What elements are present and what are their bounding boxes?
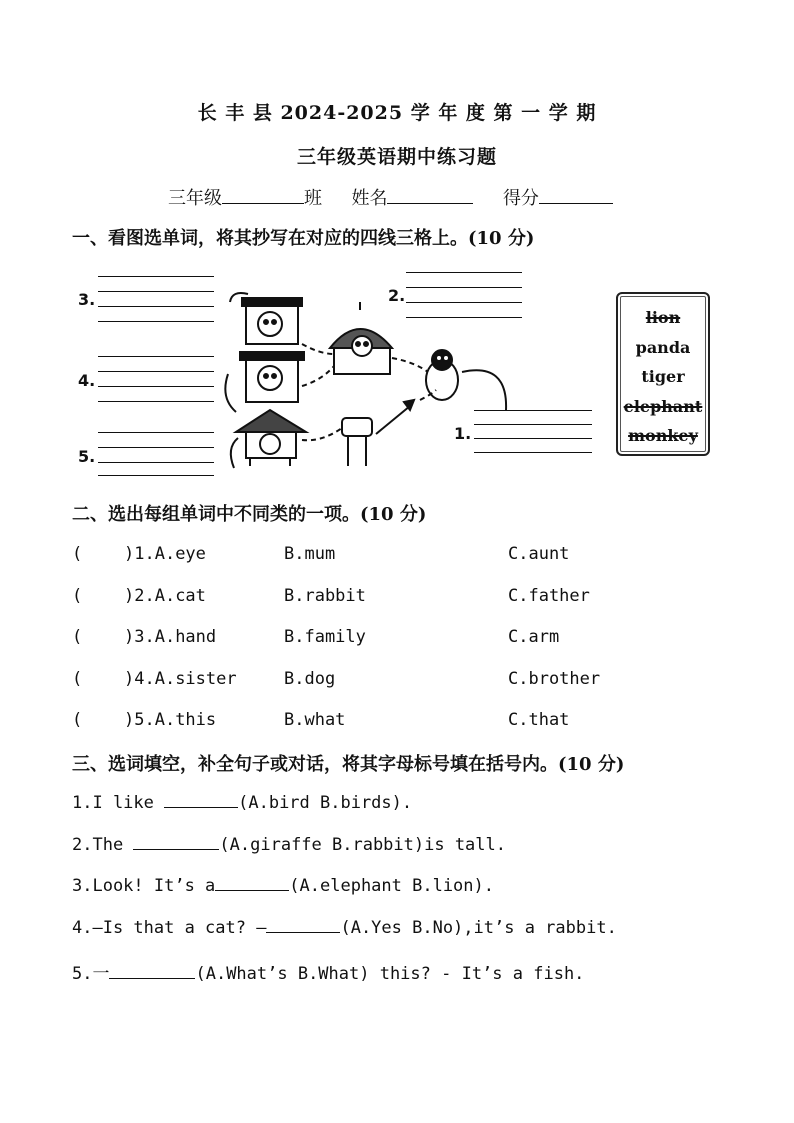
word-bank-item: elephant [623, 397, 703, 416]
option-c: C.arm [508, 627, 560, 647]
class-suffix: 班 [304, 188, 322, 209]
section1-heading: 一、看图选单词，将其抄写在对应的四线三格上。(10 分) [72, 228, 535, 249]
name-blank[interactable] [387, 202, 473, 204]
question-number: )1. [124, 544, 155, 564]
list-item [72, 876, 494, 896]
class-blank[interactable] [222, 202, 304, 204]
word-bank-item: panda [635, 338, 691, 357]
score-label: 得分 [502, 188, 539, 209]
sentence-end: (A.What’s B.What) this? - It’s a fish. [195, 964, 585, 984]
sentence-start: 2.The [72, 835, 134, 855]
word-bank-item: lion [645, 308, 681, 327]
option-b: B.rabbit [284, 586, 366, 606]
option-a: A.eye [154, 544, 206, 564]
answer-paren-open[interactable]: ( [72, 669, 83, 689]
sentence-end: (A.Yes B.No),it’s a rabbit. [340, 918, 617, 938]
list-item [72, 959, 584, 984]
answer-blank[interactable] [164, 806, 238, 808]
table-row [72, 627, 216, 647]
picture-label-4: 4. [78, 371, 96, 390]
picture-label-3: 3. [78, 290, 96, 309]
option-a: A.this [154, 710, 217, 730]
section3-heading: 三、选词填空，补全句子或对话，将其字母标号填在括号内。(10 分) [72, 754, 625, 775]
monkey-cage-icon [225, 352, 304, 412]
answer-blank[interactable] [215, 889, 289, 891]
picture-label-5: 5. [78, 447, 96, 466]
option-c: C.that [508, 710, 570, 730]
tiger-hut-icon [231, 410, 306, 468]
table-row [72, 710, 216, 730]
name-label: 姓名 [351, 188, 388, 209]
answer-paren-open[interactable]: ( [72, 710, 83, 730]
sentence-start: 5.一 [72, 964, 110, 984]
exam-title: 长 丰 县 2024-2025 学 年 度 第 一 学 期 [197, 102, 597, 124]
lion-cage-icon [230, 293, 302, 344]
option-b: B.family [284, 627, 366, 647]
option-c: C.father [508, 586, 590, 606]
answer-paren-open[interactable]: ( [72, 544, 83, 564]
question-number: )2. [124, 586, 155, 606]
answer-blank[interactable] [109, 977, 195, 979]
question-number: )4. [124, 669, 155, 689]
panda-house-icon [330, 302, 392, 374]
answer-paren-open[interactable]: ( [72, 627, 83, 647]
sentence-start: 1.I like [72, 793, 165, 813]
question-number: )3. [124, 627, 155, 647]
section2-heading: 二、选出每组单词中不同类的一项。(10 分) [72, 504, 427, 525]
table-row [72, 544, 206, 564]
sentence-end: (A.giraffe B.rabbit)is tall. [219, 835, 506, 855]
sentence-end: (A.bird B.birds). [238, 793, 413, 813]
table-row [72, 586, 206, 606]
list-item [72, 835, 506, 855]
answer-blank[interactable] [133, 848, 219, 850]
option-b: B.mum [284, 544, 336, 564]
option-c: C.brother [508, 669, 601, 689]
option-b: B.dog [284, 669, 336, 689]
option-a: A.hand [154, 627, 217, 647]
score-blank[interactable] [539, 202, 613, 204]
bird-icon [426, 350, 506, 410]
student-info-row [168, 184, 613, 210]
word-bank-item: tiger [641, 367, 685, 386]
class-label: 三年级 [168, 188, 222, 209]
picture-label-2: 2. [388, 286, 406, 305]
sentence-start: 4.—Is that a cat? — [72, 918, 267, 938]
list-item [72, 793, 412, 813]
sentence-end: (A.elephant B.lion). [289, 876, 494, 896]
option-a: A.sister [154, 669, 237, 689]
table-row [72, 669, 237, 689]
option-a: A.cat [154, 586, 206, 606]
zoo-sign-icon [342, 418, 372, 466]
picture-label-1: 1. [454, 424, 472, 443]
word-bank-item: monkey [628, 426, 698, 445]
list-item [72, 918, 617, 938]
zoo-illustration [210, 262, 520, 472]
answer-paren-open[interactable]: ( [72, 586, 83, 606]
option-b: B.what [284, 710, 346, 730]
exam-subtitle: 三年级英语期中练习题 [296, 146, 497, 168]
word-bank [616, 292, 710, 456]
question-number: )5. [124, 710, 155, 730]
option-c: C.aunt [508, 544, 570, 564]
sentence-start: 3.Look! It’s a [72, 876, 216, 896]
answer-blank[interactable] [266, 931, 340, 933]
